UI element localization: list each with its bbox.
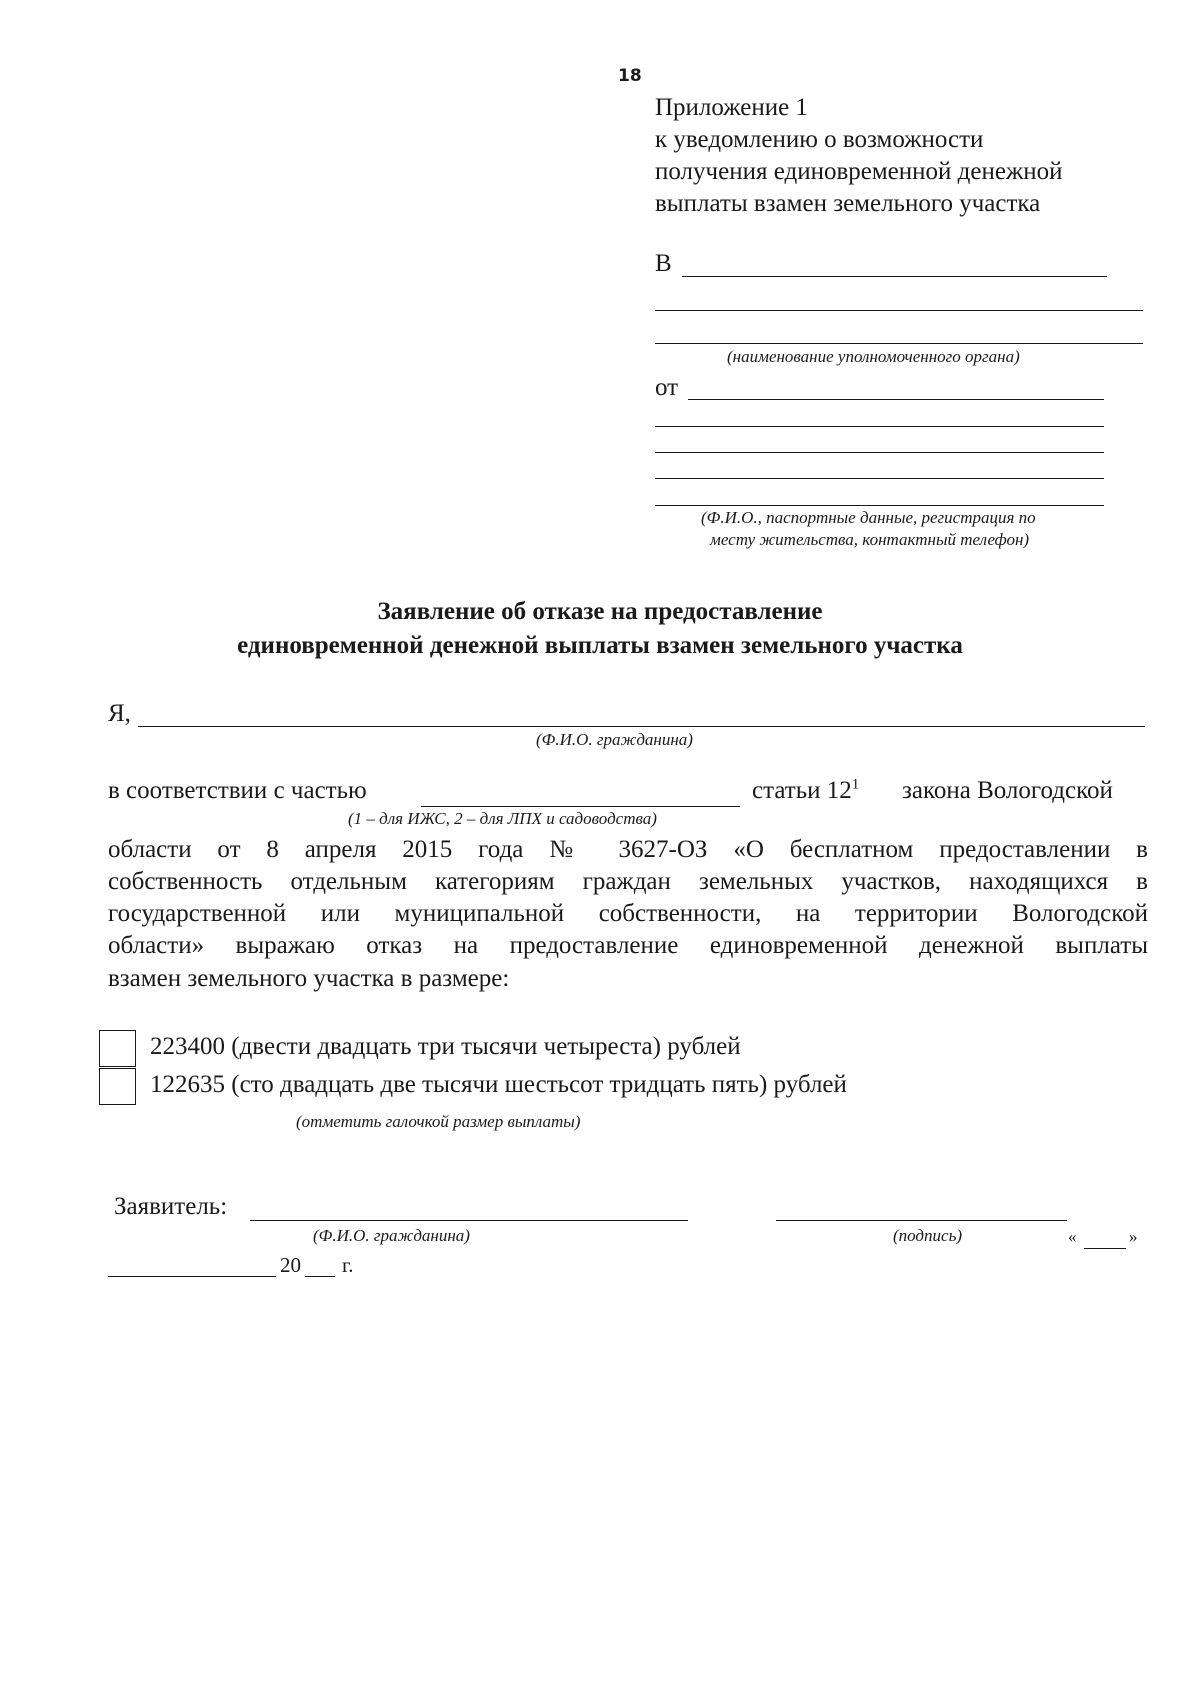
signature-name-caption: (Ф.И.О. гражданина)	[313, 1226, 470, 1245]
from-caption-1: (Ф.И.О., паспортные данные, регистрация по	[701, 508, 1036, 527]
applicant-label: Заявитель:	[114, 1193, 228, 1220]
from-line-1[interactable]	[688, 399, 1104, 400]
option-1-label: 223400 (двести двадцать три тысячи четыреста) рублей	[150, 1033, 741, 1060]
from-line-4[interactable]	[655, 478, 1104, 479]
to-prefix: В	[655, 250, 672, 277]
signature-line[interactable]	[776, 1220, 1067, 1221]
options-caption: (отметить галочкой размер выплаты)	[296, 1112, 581, 1131]
to-line-3[interactable]	[655, 343, 1143, 344]
appendix-line-1: Приложение 1	[655, 94, 808, 121]
option-2-label: 122635 (сто двадцать две тысячи шестьсот тридцать пять) рублей	[150, 1071, 847, 1098]
year-line[interactable]	[305, 1276, 335, 1277]
appendix-line-4: выплаты взамен земельного участка	[655, 190, 1041, 217]
applicant-name-line[interactable]	[138, 726, 1145, 727]
from-caption-2: месту жительства, контактный телефон)	[710, 530, 1030, 549]
from-line-2[interactable]	[655, 426, 1104, 427]
to-line-2[interactable]	[655, 310, 1143, 311]
law-line-2: собственность отдельным категориям граждан земельных участков, находящихся в	[108, 868, 1148, 895]
year-suffix: г.	[342, 1253, 354, 1277]
date-quote-close: »	[1129, 1227, 1138, 1246]
law-line-1: области от 8 апреля 2015 года № 3627-ОЗ «О бесплатном предоставлении в	[108, 836, 1148, 863]
law-rest: закона Вологодской	[902, 777, 1113, 804]
part-number-line[interactable]	[421, 806, 740, 807]
law-line-4: области» выражаю отказ на предоставление единовременной денежной выплаты	[108, 932, 1148, 959]
applicant-prefix: Я,	[108, 700, 131, 727]
document-title-line-2: единовременной денежной выплаты взамен земельного участка	[237, 632, 963, 659]
to-line-1[interactable]	[682, 276, 1107, 277]
page-number: 18	[618, 66, 642, 86]
date-quote-open: «	[1068, 1227, 1077, 1246]
applicant-caption: (Ф.И.О. гражданина)	[536, 730, 693, 749]
option-2-checkbox[interactable]	[99, 1068, 136, 1105]
date-month-line[interactable]	[108, 1276, 276, 1277]
from-line-3[interactable]	[655, 452, 1104, 453]
to-caption: (наименование уполномоченного органа)	[727, 347, 1020, 366]
part-prefix: в соответствии с частью	[108, 777, 367, 804]
year-prefix: 20	[280, 1253, 301, 1277]
appendix-line-3: получения единовременной денежной	[655, 158, 1063, 185]
document-title-line-1: Заявление об отказе на предоставление	[377, 598, 823, 625]
law-line-5: взамен земельного участка в размере:	[108, 965, 510, 992]
option-1-checkbox[interactable]	[99, 1030, 136, 1067]
signature-caption: (подпись)	[893, 1226, 962, 1245]
from-line-5[interactable]	[655, 505, 1104, 506]
appendix-line-2: к уведомлению о возможности	[655, 126, 984, 153]
date-day-line[interactable]	[1084, 1248, 1126, 1249]
part-caption: (1 – для ИЖС, 2 – для ЛПХ и садоводства)	[348, 809, 657, 828]
article-text: статьи $12^1$	[752, 776, 860, 804]
law-line-3: государственной или муниципальной собственности, на территории Вологодской	[108, 900, 1148, 927]
signature-name-line[interactable]	[250, 1220, 688, 1221]
from-prefix: от	[655, 374, 679, 401]
